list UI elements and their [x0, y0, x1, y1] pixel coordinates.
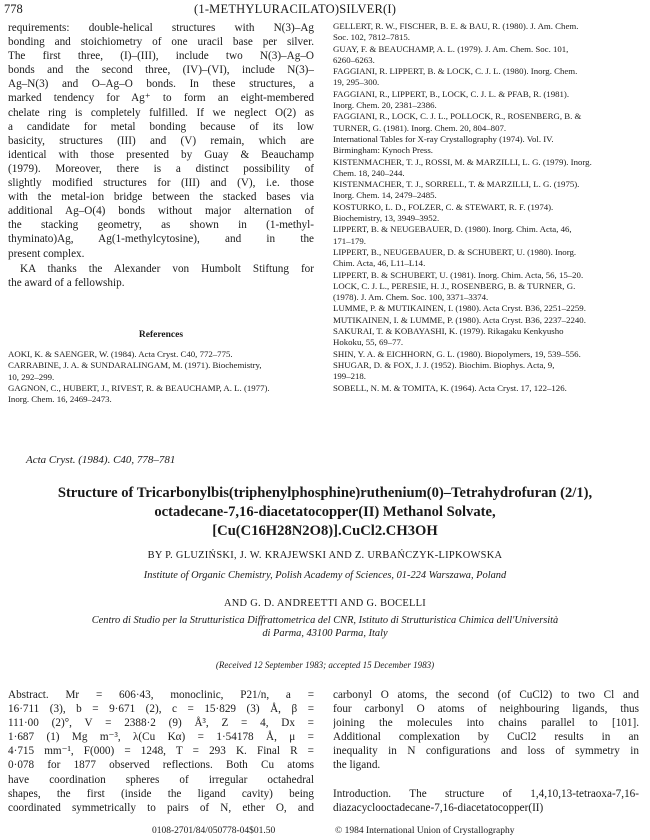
abstract-line: joining the molecules into chains parallel to [101]. [333, 717, 639, 730]
reference-entry: LIPPERT, B., NEUGEBAUER, D. & SCHUBERT, U. (1980). Inorg. Chim. Acta, 46, L11–L14. [333, 246, 577, 269]
left-body-text [8, 21, 314, 261]
footer-code: 0108-2701/84/050778-04$01.50 [152, 826, 276, 836]
reference-entry: GUAY, F. & BEAUCHAMP, A. L. (1979). J. Am. Chem. Soc. 101, 6260–6263. [333, 43, 569, 65]
received-dates: (Received 12 September 1983; accepted 15 December 1983) [215, 660, 435, 670]
acknowledgement [8, 262, 314, 290]
ack-line: the award of a fellowship. [8, 277, 125, 290]
body-line: bonding and stoichiometry of one uracil base per silver. [8, 36, 314, 49]
intro-line: Introduction. The structure of 1,4,10,13-tetraoxa-7,16- [333, 788, 639, 800]
abstract-line: inequality in N configurations and loss of symmetry in [333, 745, 639, 758]
body-line: additional Ag–O(4) bonds without major alternation of [8, 205, 314, 218]
running-title: (1-METHYLURACILATO)SILVER(I) [194, 2, 397, 16]
abstract-right [333, 688, 639, 773]
left-references [8, 349, 318, 405]
body-line: the stacking geometry, as shown in (1-methyl- [8, 219, 314, 232]
affiliation-2: Centro di Studio per la Strutturistica Diffrattometrica del CNR, Istituto di Strutturistica Chimica dell'Università di Parma, 43100 Parma, Italy [91, 615, 559, 639]
reference-entry: LIPPERT, B. & SCHUBERT, U. (1981). Inorg. Chim. Acta, 56, 15–20. [333, 269, 584, 280]
reference-entry: KISTENMACHER, T. J., ROSSI, M. & MARZILLI, L. G. (1979). Inorg. Chem. 18, 240–244. [333, 156, 592, 178]
reference-entry: AOKI, K. & SAENGER, W. (1984). Acta Cryst. C40, 772–775. [8, 349, 233, 359]
reference-entry: GELLERT, R. W., FISCHER, B. E. & BAU, R. (1980). J. Am. Chem. Soc. 102, 7812–7815. [333, 21, 579, 43]
abstract-line: Additional complexation by CuCl2 results in an [333, 731, 639, 744]
reference-entry: SAKURAI, T. & KOBAYASHI, K. (1979). Rikagaku Kenkyusho Hokoku, 55, 69–77. [333, 326, 564, 348]
abstract-line: 16·711 (3), b = 9·671 (2), c = 15·829 (3) Å, β = [8, 703, 314, 716]
abstract-line: have coordination spheres of irregular octahedral [8, 773, 314, 786]
abstract-line: the ligand. [333, 759, 381, 772]
body-line: marked tendency for Ag⁺ to form an eight-membered [8, 92, 314, 105]
abstract-line: 1·687 (1) Mg m⁻³, λ(Cu Kα) = 1·54178 Å, μ = [8, 731, 314, 744]
abstract-line: coordinated symmetrically to pairs of N, ether O, and [8, 801, 314, 814]
body-line: a candidate for metal bonding because of its low [8, 120, 314, 133]
authors-group-2: AND G. D. ANDREETTI AND G. BOCELLI [223, 598, 427, 609]
abstract-line: carbonyl O atoms, the second (of CuCl2) to two Cl and [333, 689, 639, 701]
body-line: present complex. [8, 247, 85, 260]
title-line-1: Structure of Tricarbonylbis(triphenylphosphine)ruthenium(0)–Tetrahydrofuran (2/1), [57, 485, 593, 501]
reference-entry: SHIN, Y. A. & EICHHORN, G. L. (1980). Biopolymers, 19, 539–556. [333, 348, 581, 359]
body-line: Ag–N(3) and O–Ag–O bonds. In these structures, a [8, 78, 314, 91]
affiliation-1: Institute of Organic Chemistry, Polish Academy of Sciences, 01-224 Warszawa, Poland [143, 570, 507, 581]
reference-entry: SHUGAR, D. & FOX, J. J. (1952). Biochim. Biophys. Acta, 9, 199–218. [333, 359, 555, 382]
body-line: chelate ring is completely fulfilled. If we neglect O(2) as [8, 106, 314, 119]
title-line-2: octadecane-7,16-diacetatocopper(II) Methanol Solvate, [154, 504, 496, 520]
body-line: requirements: double-helical structures with N(3)–Ag [8, 22, 314, 34]
introduction [333, 787, 639, 815]
body-line: identical with those presented by Guay & Beauchamp [8, 148, 314, 161]
reference-entry: CARRABINE, J. A. & SUNDARALINGAM, M. (1971). Biochemistry, 10, 292–299. [8, 360, 262, 382]
reference-entry: FAGGIANI, R. LIPPERT, B. & LOCK, C. J. L. (1980). Inorg. Chem. 19, 295–300. [333, 66, 578, 88]
reference-entry: FAGGIANI, R., LOCK, C. J. L., POLLOCK, R., ROSENBERG, B. & TURNER, G. (1981). Inorg. Chem. 20, 804–807. [333, 111, 582, 133]
body-line: with the metal-ion bridge between the stacked bases via [8, 191, 314, 204]
right-references [333, 21, 645, 394]
page-number: 778 [4, 2, 23, 16]
body-line: slightly modified structures for (III) and (V), i.e. those [8, 177, 314, 190]
ack-line: KA thanks the Alexander von Humbolt Stiftung for [20, 263, 314, 275]
journal-reference: Acta Cryst. (1984). C40, 778–781 [26, 454, 176, 466]
reference-entry: International Tables for X-ray Crystallography (1974). Vol. IV. Birmingham: Kynoch Press. [333, 133, 554, 156]
authors-group-1: BY P. GLUZIŃSKI, J. W. KRAJEWSKI AND Z. URBAŃCZYK-LIPKOWSKA [147, 550, 503, 561]
reference-entry: KISTENMACHER, T. J., SORRELL, T. & MARZILLI, L. G. (1975). Inorg. Chem. 14, 2479–2485. [333, 179, 580, 201]
abstract-line: 0·078 for 1877 observed reflections. Both Cu atoms [8, 759, 314, 772]
abstract-line: 4·715 mm⁻¹, F(000) = 1248, T = 293 K. Final R = [8, 745, 314, 758]
body-line: bonds and the second three, (IV)–(VI), include N(3)– [8, 64, 314, 77]
reference-entry: GAGNON, C., HUBERT, J., RIVEST, R. & BEAUCHAMP, A. L. (1977). Inorg. Chem. 16, 2469–2473. [8, 382, 270, 405]
intro-line: diazacyclooctadecane-7,16-diacetatocopper(II) [333, 802, 544, 815]
running-header [4, 2, 644, 18]
body-line: basicity, structures (III) and (V) remain, which are [8, 134, 314, 147]
abstract-line: 111·00 (2)°, V = 2388·2 (9) Å³, Z = 4, Dx = [8, 717, 314, 730]
reference-entry: LOCK, C. J. L., PERESIE, H. J., ROSENBERG, B. & TURNER, G. (1978). J. Am. Chem. Soc. 100, 3371–3374. [333, 280, 576, 303]
references-heading: References [138, 330, 184, 340]
reference-entry: SOBELL, N. M. & TOMITA, K. (1964). Acta Cryst. 17, 122–126. [333, 382, 567, 393]
reference-entry: LUMME, P. & MUTIKAINEN, I. (1980). Acta Cryst. B36, 2251–2259. [333, 303, 586, 314]
title-line-3: [Cu(C16H28N2O8)].CuCl2.CH3OH [212, 523, 438, 539]
body-line: (1979). Moreover, there is a distinct possibility of [8, 162, 314, 175]
article-title [0, 484, 650, 541]
abstract-line: shapes, the first (inside the ligand cavity) being [8, 787, 314, 800]
body-line: The first three, (I)–(III), include two N(3)–Ag–O [8, 50, 314, 63]
abstract-left [8, 688, 314, 815]
reference-entry: LIPPERT, B. & NEUGEBAUER, D. (1980). Inorg. Chim. Acta, 46, 171–179. [333, 224, 572, 246]
footer-copyright: © 1984 International Union of Crystallography [335, 826, 515, 836]
reference-entry: FAGGIANI, R., LIPPERT, B., LOCK, C. J. L. & PFAB, R. (1981). Inorg. Chem. 20, 2381–2386. [333, 88, 570, 111]
reference-entry: KOSTURKO, L. D., FOLZER, C. & STEWART, R. F. (1974). Biochemistry, 13, 3949–3952. [333, 201, 554, 224]
body-line: thyminato)Ag, Ag(1-methylcytosine), and in the [8, 233, 314, 246]
abstract-line: Abstract. Mr = 606·43, monoclinic, P21/n, a = [8, 689, 314, 701]
abstract-line: four carbonyl O atoms of neighbouring ligands, thus [333, 703, 639, 716]
reference-entry: MUTIKAINEN, I. & LUMME, P. (1980). Acta Cryst. B36, 2237–2240. [333, 314, 586, 325]
